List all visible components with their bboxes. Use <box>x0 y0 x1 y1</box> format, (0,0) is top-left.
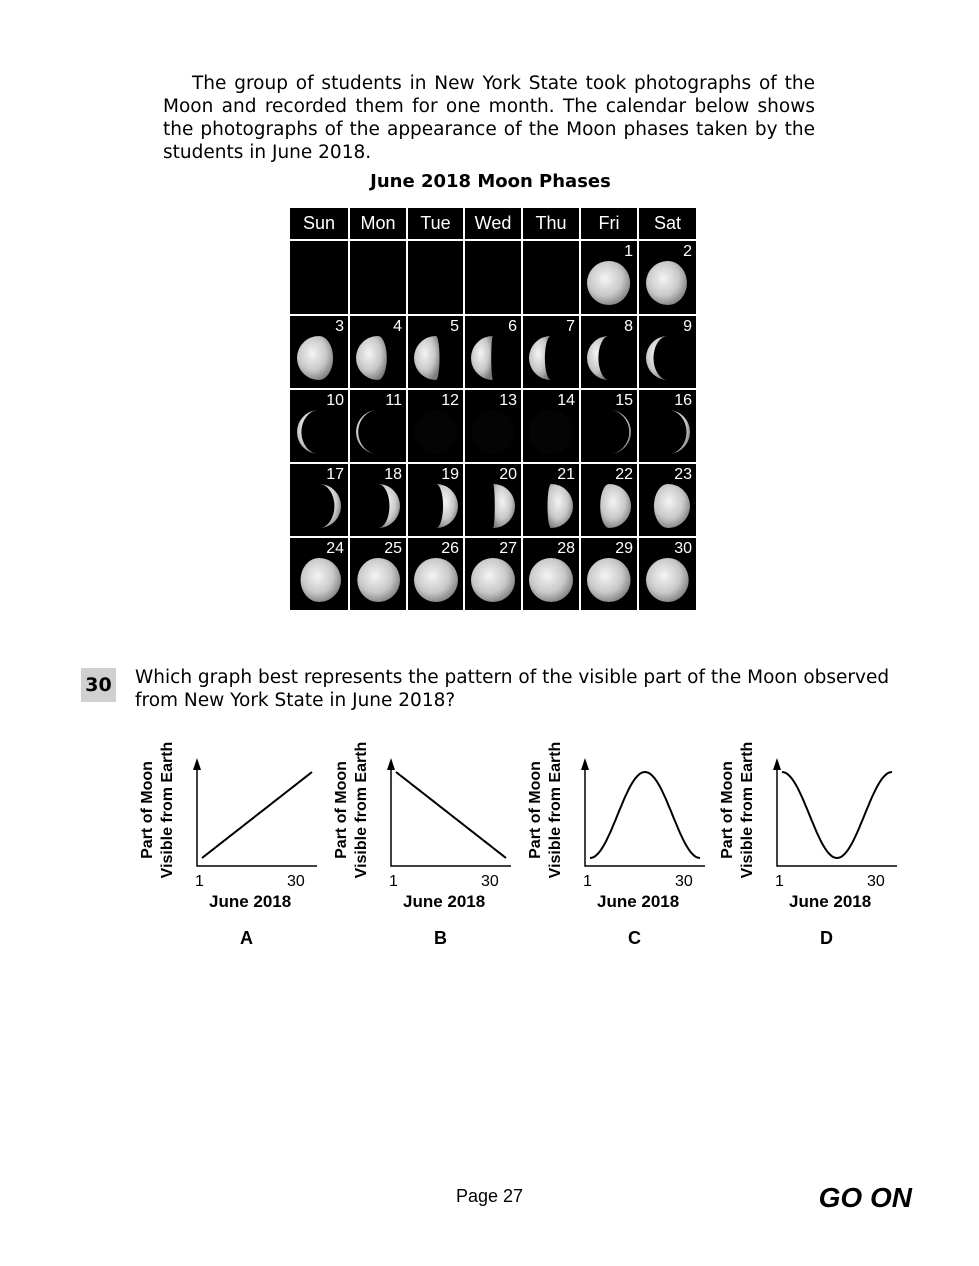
weekday-header: Sun <box>290 208 348 239</box>
x-tick-end: 30 <box>287 873 305 890</box>
choice-letter: C <box>628 928 641 948</box>
day-number: 9 <box>683 318 692 335</box>
moon-photo <box>468 333 518 383</box>
moon-photo <box>526 407 576 457</box>
moon-photo <box>353 555 403 605</box>
go-on-label: GO ON <box>818 1182 912 1213</box>
empty-day-cell <box>408 241 463 314</box>
y-axis-arrow <box>773 758 781 770</box>
day-cell <box>639 538 696 610</box>
moon-photo <box>294 481 344 531</box>
graph-option-a[interactable] <box>137 730 337 970</box>
day-cell <box>408 316 463 388</box>
y-axis-label-line: Part of Moon <box>139 761 156 859</box>
choice-letter: B <box>434 928 447 948</box>
graph-curve <box>782 772 892 858</box>
x-axis-label: June 2018 <box>597 892 680 911</box>
day-cell <box>290 464 348 536</box>
day-number: 25 <box>384 540 402 557</box>
day-number: 14 <box>557 392 575 409</box>
day-number: 5 <box>450 318 459 335</box>
plot-area <box>570 750 720 890</box>
day-cell <box>465 538 521 610</box>
plot-area <box>762 750 912 890</box>
day-cell <box>350 316 406 388</box>
moon-photo <box>584 333 634 383</box>
y-axis-label <box>717 730 759 890</box>
y-axis-label-line: Visible from Earth <box>547 741 564 879</box>
day-cell <box>523 464 579 536</box>
y-axis-label-line: Visible from Earth <box>739 741 756 879</box>
y-axis-arrow <box>387 758 395 770</box>
intro-paragraph: The group of students in New York State took photographs of the Moon and recorded them for one month. The calendar below shows the photographs of the appearance of the Moon phases taken by the students in June 2018. <box>163 73 815 163</box>
day-cell <box>408 390 463 462</box>
x-axis-label: June 2018 <box>209 892 292 911</box>
day-number: 6 <box>508 318 517 335</box>
moon-photo <box>353 481 403 531</box>
graph-option-d[interactable] <box>717 730 917 970</box>
day-cell <box>581 538 637 610</box>
y-axis-label-line: Visible from Earth <box>353 741 370 879</box>
day-number: 13 <box>499 392 517 409</box>
day-cell <box>523 538 579 610</box>
day-number: 17 <box>326 466 344 483</box>
y-axis-label-line: Part of Moon <box>527 761 544 859</box>
weekday-header: Tue <box>408 208 463 239</box>
day-number: 21 <box>557 466 575 483</box>
day-cell <box>639 316 696 388</box>
day-cell <box>290 390 348 462</box>
moon-photo <box>294 555 344 605</box>
day-cell <box>523 316 579 388</box>
empty-day-cell <box>290 241 348 314</box>
day-number: 23 <box>674 466 692 483</box>
moon-photo <box>294 333 344 383</box>
x-tick-start: 1 <box>389 873 398 890</box>
y-axis-label-line: Visible from Earth <box>159 741 176 879</box>
empty-day-cell <box>465 241 521 314</box>
graph-curve <box>202 772 312 858</box>
x-tick-start: 1 <box>195 873 204 890</box>
day-number: 26 <box>441 540 459 557</box>
graph-option-b[interactable] <box>331 730 531 970</box>
moon-photo <box>353 407 403 457</box>
moon-photo <box>643 333 693 383</box>
empty-day-cell <box>350 241 406 314</box>
x-axis-label: June 2018 <box>789 892 872 911</box>
day-number: 3 <box>335 318 344 335</box>
day-number: 20 <box>499 466 517 483</box>
choice-letter: A <box>240 928 253 948</box>
moon-photo <box>643 258 693 308</box>
plot-area <box>182 750 332 890</box>
graph-option-c[interactable] <box>525 730 725 970</box>
plot-area <box>376 750 526 890</box>
day-cell <box>523 390 579 462</box>
day-cell <box>465 316 521 388</box>
moon-photo <box>584 258 634 308</box>
day-number: 12 <box>441 392 459 409</box>
moon-photo <box>468 407 518 457</box>
moon-phase-calendar <box>290 208 692 611</box>
day-number: 29 <box>615 540 633 557</box>
weekday-header: Fri <box>581 208 637 239</box>
day-number: 24 <box>326 540 344 557</box>
axes <box>585 762 705 866</box>
weekday-header: Mon <box>350 208 406 239</box>
moon-photo <box>526 333 576 383</box>
day-cell <box>350 390 406 462</box>
moon-photo <box>643 407 693 457</box>
day-cell <box>465 464 521 536</box>
moon-photo <box>468 481 518 531</box>
day-number: 4 <box>393 318 402 335</box>
day-number: 16 <box>674 392 692 409</box>
y-axis-label-line: Part of Moon <box>719 761 736 859</box>
day-number: 28 <box>557 540 575 557</box>
x-tick-end: 30 <box>867 873 885 890</box>
moon-photo <box>643 481 693 531</box>
day-cell <box>408 538 463 610</box>
y-axis-label <box>331 730 373 890</box>
moon-photo <box>584 481 634 531</box>
empty-day-cell <box>523 241 579 314</box>
moon-photo <box>294 407 344 457</box>
weekday-header: Thu <box>523 208 579 239</box>
weekday-header: Wed <box>465 208 521 239</box>
moon-photo <box>643 555 693 605</box>
question-number: 30 <box>81 668 116 702</box>
moon-photo <box>584 555 634 605</box>
day-cell <box>350 464 406 536</box>
moon-photo <box>353 333 403 383</box>
day-cell <box>639 241 696 314</box>
day-number: 2 <box>683 243 692 260</box>
day-number: 30 <box>674 540 692 557</box>
day-cell <box>290 538 348 610</box>
day-cell <box>408 464 463 536</box>
moon-photo <box>411 333 461 383</box>
y-axis-arrow <box>193 758 201 770</box>
day-number: 15 <box>615 392 633 409</box>
y-axis-label-line: Part of Moon <box>333 761 350 859</box>
page-number: Page 27 <box>455 1186 524 1206</box>
day-cell <box>581 464 637 536</box>
graph-curve <box>396 772 506 858</box>
x-axis-label: June 2018 <box>403 892 486 911</box>
moon-photo <box>411 555 461 605</box>
day-number: 22 <box>615 466 633 483</box>
axes <box>777 762 897 866</box>
y-axis-label <box>525 730 567 890</box>
weekday-header: Sat <box>639 208 696 239</box>
y-axis-arrow <box>581 758 589 770</box>
x-tick-end: 30 <box>675 873 693 890</box>
day-cell <box>639 390 696 462</box>
day-number: 8 <box>624 318 633 335</box>
moon-photo <box>411 407 461 457</box>
day-number: 19 <box>441 466 459 483</box>
x-tick-start: 1 <box>583 873 592 890</box>
moon-photo <box>584 407 634 457</box>
moon-photo <box>526 555 576 605</box>
day-cell <box>465 390 521 462</box>
moon-photo <box>468 555 518 605</box>
day-cell <box>350 538 406 610</box>
day-cell <box>581 241 637 314</box>
day-cell <box>639 464 696 536</box>
y-axis-label <box>137 730 179 890</box>
question-text: Which graph best represents the pattern of the visible part of the Moon observed from New York State in June 2018? <box>135 667 890 711</box>
day-number: 18 <box>384 466 402 483</box>
day-cell <box>581 390 637 462</box>
x-tick-start: 1 <box>775 873 784 890</box>
x-tick-end: 30 <box>481 873 499 890</box>
graph-curve <box>590 772 700 858</box>
day-cell <box>290 316 348 388</box>
day-number: 10 <box>326 392 344 409</box>
day-cell <box>581 316 637 388</box>
calendar-title: June 2018 Moon Phases <box>370 171 611 192</box>
day-number: 7 <box>566 318 575 335</box>
choice-letter: D <box>820 928 833 948</box>
day-number: 27 <box>499 540 517 557</box>
moon-photo <box>526 481 576 531</box>
moon-photo <box>411 481 461 531</box>
day-number: 1 <box>624 243 633 260</box>
day-number: 11 <box>385 392 402 409</box>
